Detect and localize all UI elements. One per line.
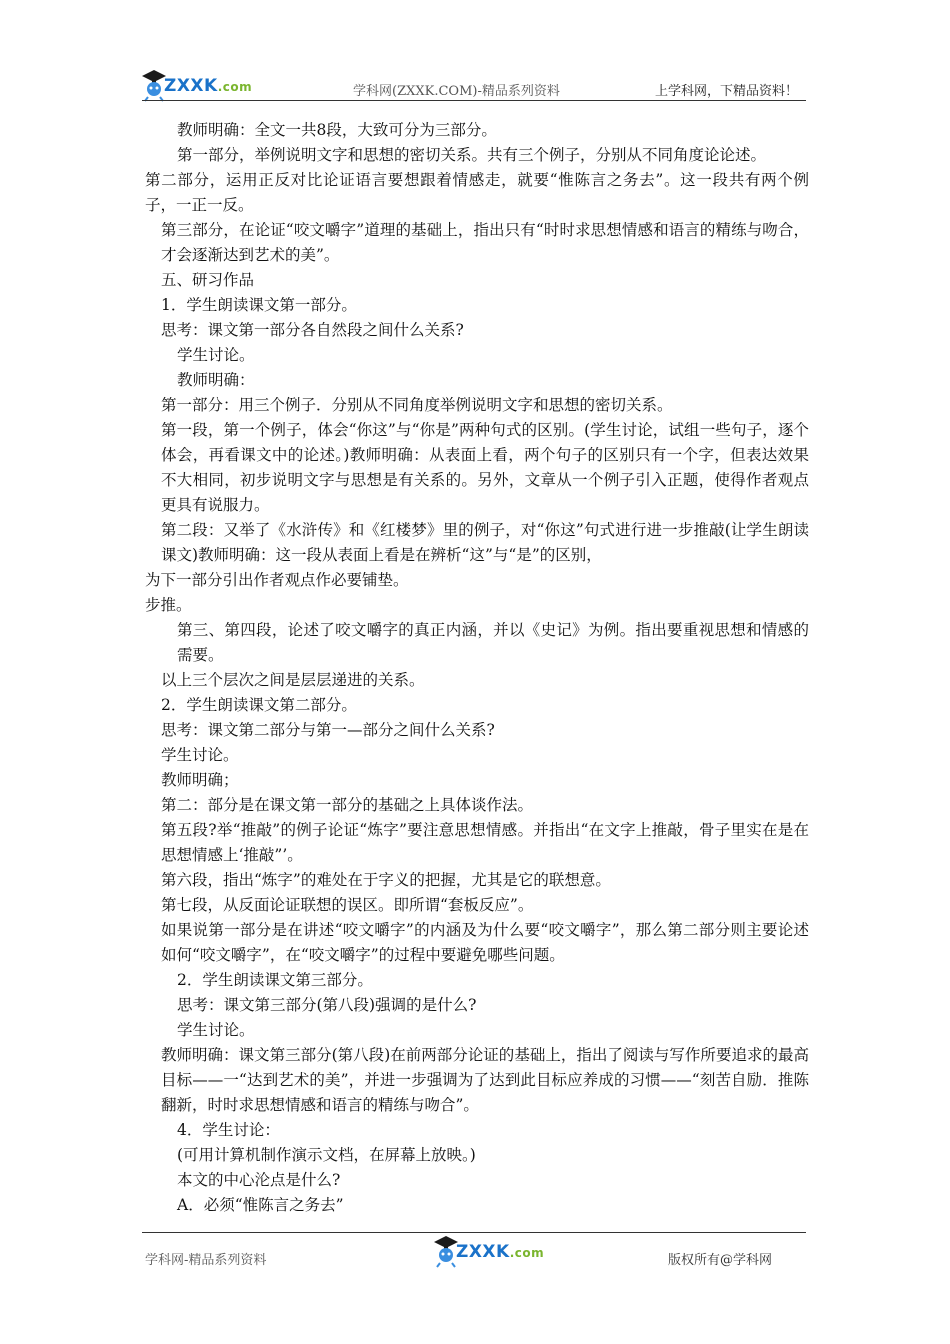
- paragraph: 第一部分，举例说明文字和思想的密切关系。共有三个例子，分别从不同角度论论述。: [177, 146, 767, 164]
- paragraph: 第五段?举“推敲”的例子论证“炼字”要注意思想情感。并指出“在文字上推敲，骨子里实在是在思想情感上‘推敲”’。: [161, 821, 809, 864]
- paragraph: 如果说第一部分是在讲述“咬文嚼字”的内涵及为什么要“咬文嚼字”，那么第二部分则主要论述如何“咬文嚼字”，在“咬文嚼字”的过程中要避免哪些问题。: [161, 921, 809, 964]
- header-slogan: 上学科网，下精品资料！: [655, 84, 799, 99]
- paragraph: 第二段：又举了《水浒传》和《红楼梦》里的例子，对“你这”句式进行进一步推敲(让学生朗读课文)教师明确：这一段从表面上看是在辨析“这”与“是”的区别，: [161, 521, 809, 564]
- paragraph: 第六段，指出“炼字”的难处在于字义的把握，尤其是它的联想意。: [161, 871, 611, 889]
- paragraph: 以上三个层次之间是层层递进的关系。: [161, 671, 425, 689]
- paragraph: 4．学生讨论：: [177, 1121, 280, 1139]
- paragraph: 步推。: [145, 596, 192, 614]
- paragraph: 第一段，第一个例子，体会“你这”与“你是”两种句式的区别。(学生讨论，试组一些句子，逐个体会，再看课文中的论述。)教师明确：从表面上看，两个句子的区别只有一个字，但表达效果不大相同，初步说明文字与思想是有关系的。另外，文章从一个例子引入正题，使得作者观点更具有说服力。: [161, 421, 809, 514]
- paragraph: 第二：部分是在课文第一部分的基础之上具体谈作法。: [161, 796, 534, 814]
- paragraph: 2．学生朗读课文第三部分。: [177, 971, 373, 989]
- paragraph: 学生讨论。: [177, 346, 255, 364]
- paragraph: (可用计算机制作演示文档，在屏幕上放映。): [177, 1146, 476, 1164]
- paragraph: 为下一部分引出作者观点作必要铺垫。: [145, 571, 409, 589]
- header-center-title: 学科网(ZXXK.COM)-精品系列资料: [353, 84, 560, 99]
- paragraph: 本文的中心沦点是什么?: [177, 1171, 341, 1189]
- paragraph: 第七段，从反面论证联想的误区。即所谓“套板反应”。: [161, 896, 534, 914]
- paragraph: 教师明确；: [161, 771, 239, 789]
- paragraph: 教师明确：: [177, 371, 255, 389]
- footer-logo: [432, 1234, 545, 1268]
- paragraph: 思考：课文第一部分各自然段之间什么关系?: [161, 321, 464, 339]
- footer-left-text: 学科网-精品系列资料: [145, 1253, 267, 1268]
- paragraph: 2．学生朗读课文第二部分。: [161, 696, 357, 714]
- paragraph: 学生讨论。: [161, 746, 239, 764]
- logo-text: ZXXK.com: [164, 76, 253, 96]
- paragraph: 思考：课文第二部分与第一—部分之间什么关系?: [161, 721, 495, 739]
- paragraph: 第三部分，在论证“咬文嚼字”道理的基础上，指出只有“时时求思想情感和语言的精练与吻合，才会逐渐达到艺术的美”。: [161, 221, 809, 264]
- paragraph: 思考：课文第三部分(第八段)强调的是什么?: [177, 996, 477, 1014]
- document-body: [145, 118, 809, 1218]
- paragraph: 第三、第四段，论述了咬文嚼字的真正内涵，并以《史记》为例。指出要重视思想和情感的需要。: [177, 621, 809, 664]
- logo-text: ZXXK.com: [456, 1242, 545, 1262]
- section-heading: 五、研习作品: [161, 271, 255, 289]
- paragraph: 第二部分，运用正反对比论证语言要想跟着情感走，就要“惟陈言之务去”。这一段共有两个例子，一正一反。: [145, 171, 809, 214]
- paragraph: 教师明确：全文一共8段，大致可分为三部分。: [177, 121, 497, 139]
- header-divider: [142, 100, 806, 101]
- page-header: [0, 0, 950, 110]
- paragraph: 1．学生朗读课文第一部分。: [161, 296, 357, 314]
- paragraph: 学生讨论。: [177, 1021, 255, 1039]
- paragraph: 教师明确：课文第三部分(第八段)在前两部分论证的基础上，指出了阅读与写作所要追求的最高目标——一“达到艺术的美”，并进一步强调为了达到此目标应养成的习惯——“刻苦自励．推陈翻新，时时求思想情感和语言的精练与吻合”。: [161, 1046, 809, 1114]
- paragraph: 第一部分：用三个例子．分别从不同角度举例说明文字和思想的密切关系。: [161, 396, 673, 414]
- footer-copyright: 版权所有@学科网: [668, 1253, 773, 1268]
- paragraph: A．必须“惟陈言之务去”: [177, 1196, 344, 1214]
- footer-divider: [142, 1232, 806, 1233]
- zxxk-logo: [140, 68, 253, 102]
